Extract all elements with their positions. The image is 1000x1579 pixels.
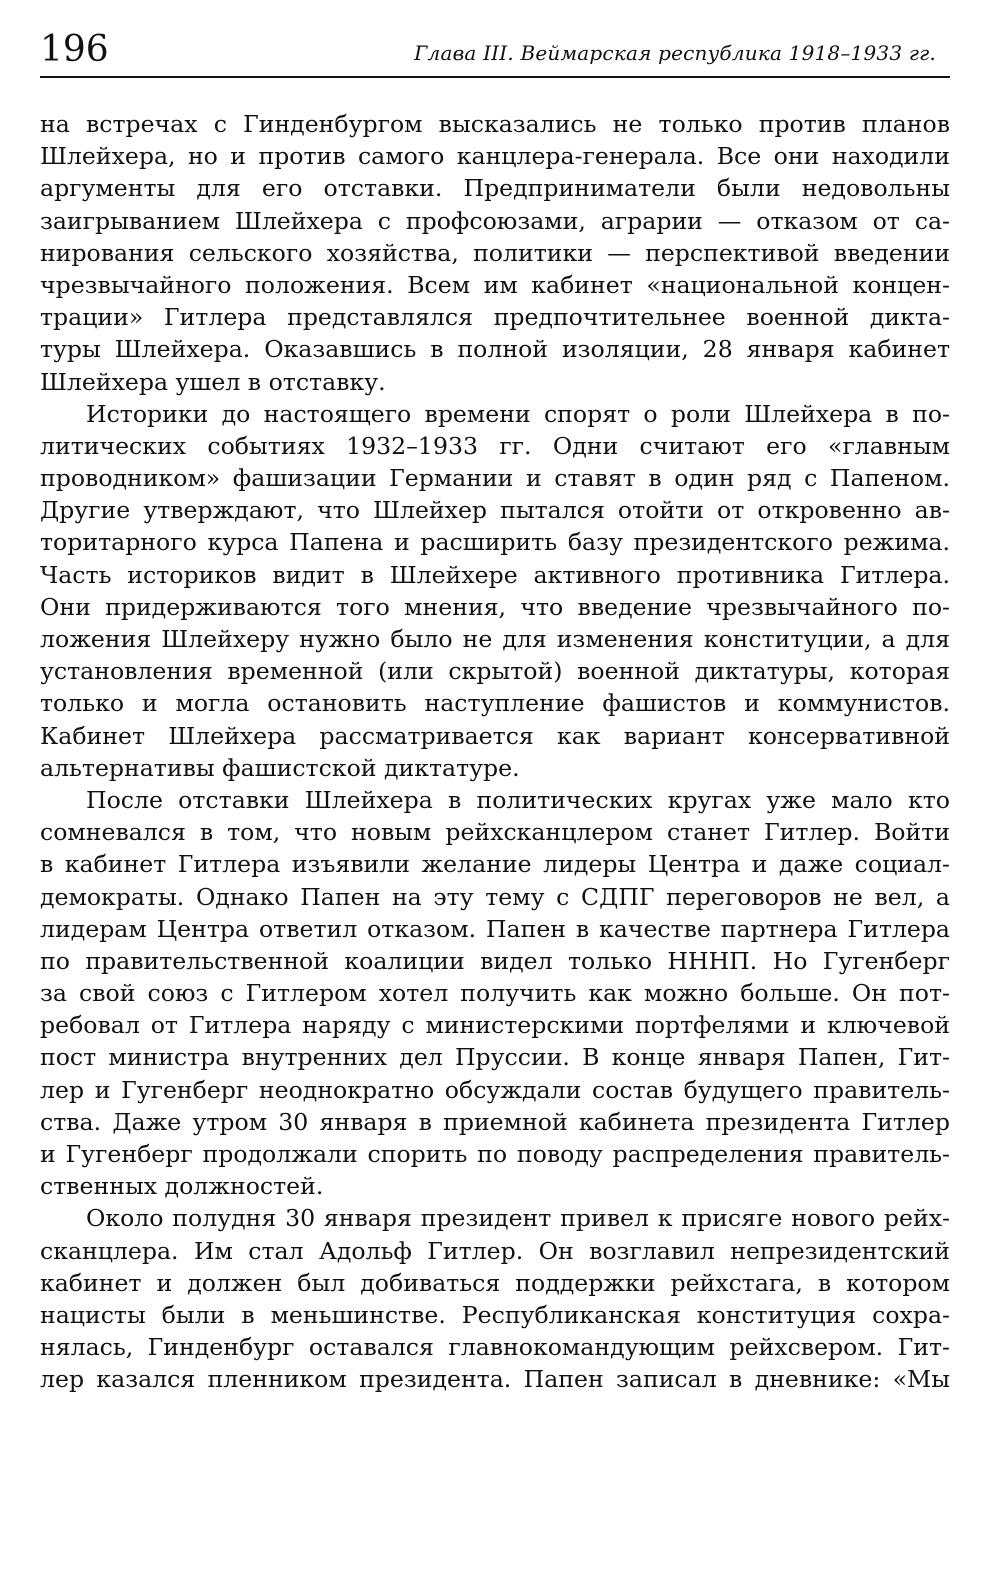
text-line: ложения Шлейхеру нужно было не для изменения конституции, а для — [40, 625, 950, 653]
text-line: нирования сельского хозяйства, политики — перспективой введении — [40, 238, 950, 267]
text-line: Они придерживаются того мнения, что введение чрезвычайного по- — [40, 592, 950, 621]
text-line: ребовал от Гитлера наряду с министерскими портфелями и ключевой — [40, 1011, 950, 1040]
text-line: проводником» фашизации Германии и ставят в один ряд с Папеном. — [40, 464, 950, 493]
text-line: лер казался пленником президента. Папен записал в дневнике: «Мы — [40, 1365, 950, 1394]
text-line: чрезвычайного положения. Всем им кабинет «национальной концен- — [40, 270, 950, 299]
text-line: ственных должностей. — [40, 1172, 324, 1201]
text-line: нялась, Гинденбург оставался главнокомандующим рейхсвером. Гит- — [40, 1333, 950, 1362]
text-line: демократы. Однако Папен на эту тему с СДПГ переговоров не вел, а — [40, 882, 950, 911]
text-line: аргументы для его отставки. Предприниматели были недовольны — [40, 174, 950, 203]
text-line: альтернативы фашистской диктатуре. — [40, 753, 520, 782]
text-line: сомневался в том, что новым рейхсканцлером станет Гитлер. Войти — [40, 818, 950, 847]
text-line: трации» Гитлера представлялся предпочтительнее военной дикта- — [40, 303, 950, 332]
text-line: за свой союз с Гитлером хотел получить как можно больше. Он пот- — [40, 979, 950, 1008]
body-text — [40, 108, 950, 1396]
text-line: туры Шлейхера. Оказавшись в полной изоляции, 28 января кабинет — [40, 335, 950, 364]
text-line: сканцлера. Им стал Адольф Гитлер. Он возглавил непрезидентский — [40, 1236, 950, 1265]
text-line: кабинет и должен был добиваться поддержки рейхстага, в котором — [40, 1268, 950, 1297]
page-number: 196 — [40, 29, 109, 70]
paragraph-first-line: Историки до настоящего времени спорят о роли Шлейхера в по- — [86, 399, 950, 428]
text-line: ства. Даже утром 30 января в приемной кабинета президента Гитлер — [40, 1107, 950, 1136]
text-line: Часть историков видит в Шлейхере активного противника Гитлера. — [40, 560, 950, 589]
text-line: и Гугенберг продолжали спорить по поводу распределения правитель- — [40, 1140, 950, 1168]
text-line: в кабинет Гитлера изъявили желание лидеры Центра и даже социал- — [40, 850, 950, 879]
text-line: только и могла остановить наступление фашистов и коммунистов. — [40, 689, 950, 718]
text-line: Шлейхера ушел в отставку. — [40, 367, 386, 396]
text-line: Шлейхера, но и против самого канцлера-генерала. Все они находили — [40, 142, 950, 171]
book-page — [40, 28, 950, 1396]
text-line: нацисты были в меньшинстве. Республиканская конституция сохра- — [40, 1300, 950, 1329]
text-line: заигрыванием Шлейхера с профсоюзами, аграрии — отказом от са- — [40, 206, 950, 235]
text-line: на встречах с Гинденбургом высказались не только против планов — [40, 110, 950, 138]
paragraph-first-line: Около полудня 30 января президент привел к присяге нового рейх- — [86, 1204, 950, 1233]
text-line: пост министра внутренних дел Пруссии. В конце января Папен, Гит- — [40, 1043, 950, 1072]
running-header — [40, 28, 950, 78]
chapter-title: Глава III. Веймарская республика 1918–1933 гг. — [414, 41, 936, 65]
paragraph-first-line: После отставки Шлейхера в политических кругах уже мало кто — [86, 785, 950, 814]
text-line: Другие утверждают, что Шлейхер пытался отойти от откровенно ав- — [40, 496, 950, 525]
text-line: по правительственной коалиции видел только НННП. Но Гугенберг — [40, 946, 950, 975]
text-line: лидерам Центра ответил отказом. Папен в качестве партнера Гитлера — [40, 914, 950, 943]
text-line: Кабинет Шлейхера рассматривается как вариант консервативной — [40, 721, 950, 750]
text-line: лер и Гугенберг неоднократно обсуждали состав будущего правитель- — [40, 1075, 950, 1104]
text-line: литических событиях 1932–1933 гг. Одни считают его «главным — [40, 431, 950, 460]
text-line: торитарного курса Папена и расширить базу президентского режима. — [40, 528, 950, 557]
text-line: установления временной (или скрытой) военной диктатуры, которая — [40, 657, 950, 686]
